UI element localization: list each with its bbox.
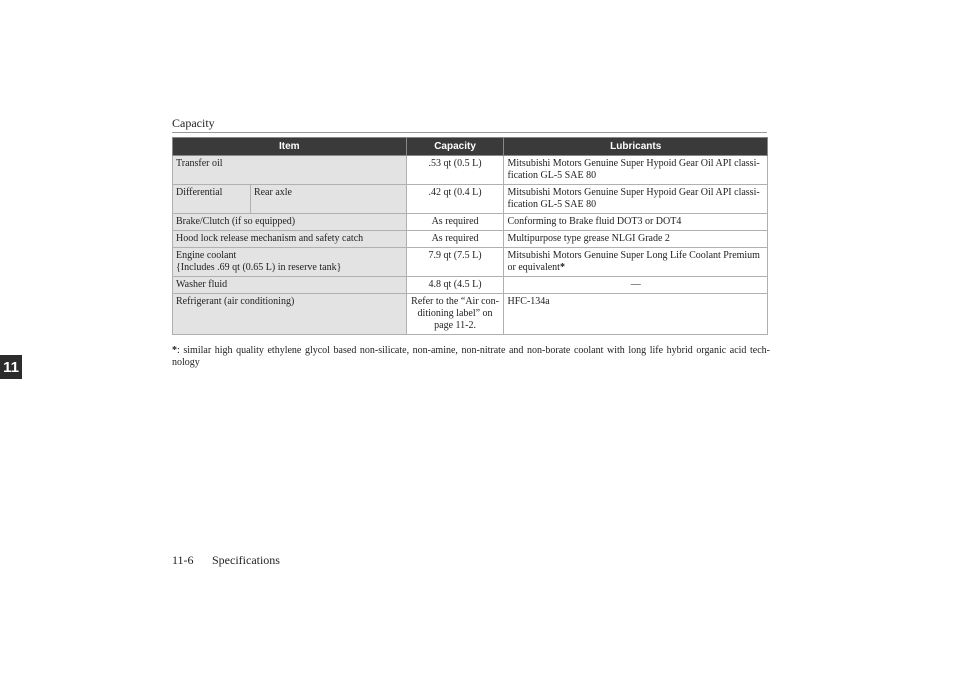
lubricant-cell bbox=[504, 185, 768, 214]
table-row bbox=[173, 231, 768, 248]
page-title: Capacity bbox=[172, 116, 215, 130]
lubricant-line bbox=[507, 262, 764, 274]
column-header-lubricants: Lubricants bbox=[504, 138, 768, 156]
table-row bbox=[173, 156, 768, 185]
column-header-item: Item bbox=[173, 138, 407, 156]
table-header-row bbox=[173, 138, 768, 156]
lubricant-text: or equivalent bbox=[507, 262, 560, 273]
capacity-line: page 11-2. bbox=[434, 320, 476, 331]
item-cell: Brake/Clutch (if so equipped) bbox=[173, 214, 407, 231]
table-row bbox=[173, 277, 768, 294]
footnote bbox=[172, 345, 770, 369]
lubricant-line: Mitsubishi Motors Genuine Super Long Life Coolant Premium bbox=[507, 250, 760, 261]
lubricant-cell bbox=[504, 248, 768, 277]
item-cell: Washer fluid bbox=[173, 277, 407, 294]
capacity-cell bbox=[406, 294, 504, 335]
item-line: Engine coolant bbox=[176, 250, 237, 261]
capacity-cell: .42 qt (0.4 L) bbox=[406, 185, 504, 214]
lubricant-line: Mitsubishi Motors Genuine Super Hypoid Gear Oil API classi- bbox=[507, 158, 760, 169]
page-number: 11-6 bbox=[172, 553, 194, 567]
table-row bbox=[173, 294, 768, 335]
lubricant-line: fication GL-5 SAE 80 bbox=[507, 170, 597, 181]
capacity-cell: 7.9 qt (7.5 L) bbox=[406, 248, 504, 277]
section-name: Specifications bbox=[212, 553, 280, 567]
capacity-cell: 4.8 qt (4.5 L) bbox=[406, 277, 504, 294]
item-cell: Refrigerant (air conditioning) bbox=[173, 294, 407, 335]
item-cell: Hood lock release mechanism and safety catch bbox=[173, 231, 407, 248]
lubricant-line: fication GL-5 SAE 80 bbox=[507, 199, 597, 210]
item-cell: Transfer oil bbox=[173, 156, 407, 185]
footnote-marker: * bbox=[172, 345, 177, 356]
lubricant-cell bbox=[504, 156, 768, 185]
chapter-tab[interactable]: 11 bbox=[0, 355, 22, 379]
header-divider bbox=[172, 132, 767, 133]
footnote-marker: * bbox=[559, 262, 565, 273]
table-row bbox=[173, 185, 768, 214]
capacity-cell: As required bbox=[406, 231, 504, 248]
capacity-cell: As required bbox=[406, 214, 504, 231]
item-cell: Differential bbox=[173, 185, 251, 214]
sub-item-cell: Rear axle bbox=[250, 185, 406, 214]
table-row bbox=[173, 214, 768, 231]
item-line: {Includes .69 qt (0.65 L) in reserve tank} bbox=[176, 262, 342, 273]
item-cell bbox=[173, 248, 407, 277]
capacity-table bbox=[172, 137, 768, 335]
lubricant-cell: Multipurpose type grease NLGI Grade 2 bbox=[504, 231, 768, 248]
column-header-capacity: Capacity bbox=[406, 138, 504, 156]
footnote-text: : similar high quality ethylene glycol based non-silicate, non-amine, non-nitrate and non-borate coolant with long life hybrid organic acid tech-nology bbox=[172, 345, 770, 368]
capacity-cell: .53 qt (0.5 L) bbox=[406, 156, 504, 185]
table-row bbox=[173, 248, 768, 277]
lubricant-cell: Conforming to Brake fluid DOT3 or DOT4 bbox=[504, 214, 768, 231]
lubricant-line: Mitsubishi Motors Genuine Super Hypoid Gear Oil API classi- bbox=[507, 187, 760, 198]
capacity-line: ditioning label” on bbox=[417, 308, 493, 319]
capacity-line: Refer to the “Air con- bbox=[411, 296, 499, 307]
lubricant-cell: HFC-134a bbox=[504, 294, 768, 335]
lubricant-cell: — bbox=[504, 277, 768, 294]
